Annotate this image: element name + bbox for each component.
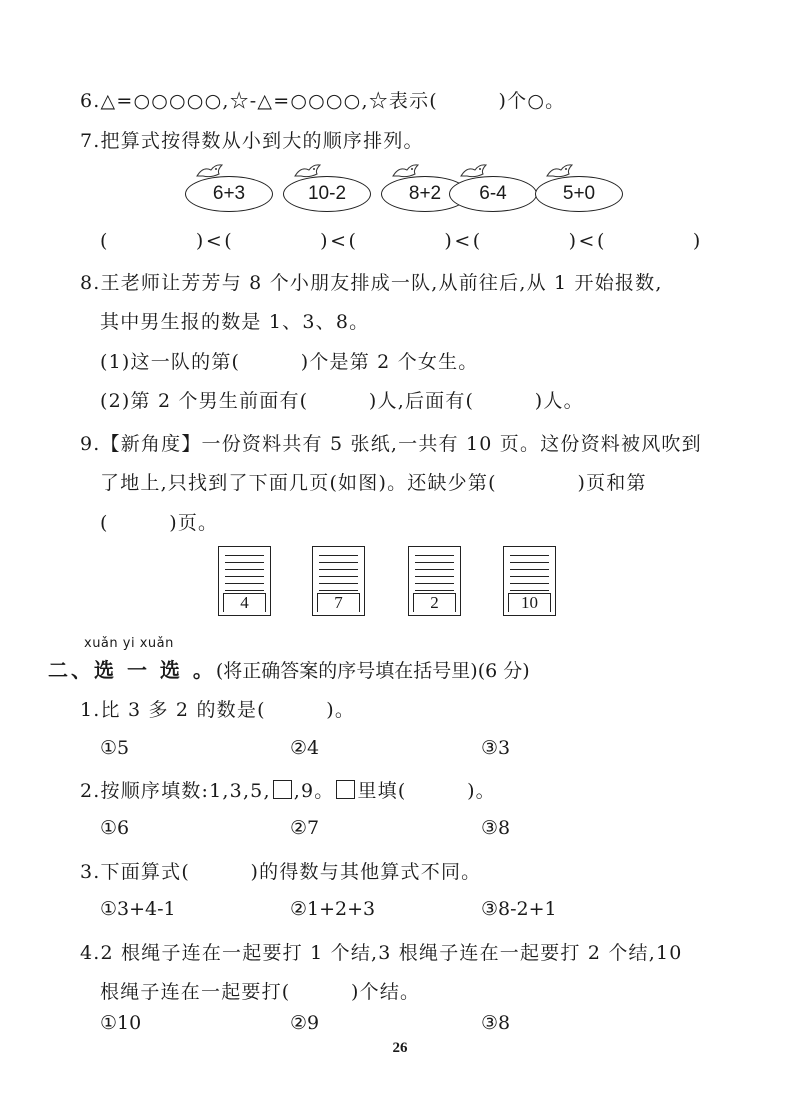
mc-question-2-pre: 2.按顺序填数:1,3,5, — [80, 780, 271, 802]
mc-option: ①6 — [100, 817, 130, 839]
page-number: 26 — [392, 1040, 408, 1056]
question-9-line3: ( )页。 — [100, 512, 219, 534]
page-sheet-2 — [408, 546, 461, 616]
section-2-heading — [48, 654, 530, 683]
question-8-sub2: (2)第 2 个男生前面有( )人,后面有( )人。 — [100, 390, 584, 412]
mc-option: ②7 — [290, 817, 320, 839]
page-number-label: 2 — [413, 593, 456, 612]
page-sheet-7 — [312, 546, 365, 616]
expression-oval — [185, 164, 273, 212]
question-8-sub1: (1)这一队的第( )个是第 2 个女生。 — [100, 351, 479, 373]
section-2-pinyin: xuǎn yi xuǎn — [84, 636, 174, 651]
expression-text: 6-4 — [449, 176, 537, 212]
mc-question-3: 3.下面算式( )的得数与其他算式不同。 — [80, 861, 482, 883]
expression-text: 8+2 — [381, 176, 469, 212]
expression-ovals — [185, 164, 705, 216]
mc-question-2-post: 里填( )。 — [357, 780, 496, 802]
question-6: 6.△=○○○○○,☆-△=○○○○,☆表示( )个○。 — [80, 90, 566, 112]
mc-question-2-mid: ,9。 — [293, 780, 335, 802]
expression-oval — [535, 164, 623, 212]
expression-text: 5+0 — [535, 176, 623, 212]
question-9-line2: 了地上,只找到了下面几页(如图)。还缺少第( )页和第 — [100, 472, 647, 494]
expression-text: 10-2 — [283, 176, 371, 212]
question-7-title: 7.把算式按得数从小到大的顺序排列。 — [80, 130, 424, 152]
mc-option: ②1+2+3 — [290, 898, 376, 920]
page-number-label: 4 — [223, 593, 266, 612]
mc-option: ①5 — [100, 737, 130, 759]
question-8-line2: 其中男生报的数是 1、3、8。 — [100, 311, 370, 333]
mc-question-4-line1: 4.2 根绳子连在一起要打 1 个结,3 根绳子连在一起要打 2 个结,10 — [80, 942, 683, 964]
mc-option: ①10 — [100, 1012, 142, 1034]
mc-option: ①3+4-1 — [100, 898, 176, 920]
page-number-label: 7 — [317, 593, 360, 612]
mc-question-1: 1.比 3 多 2 的数是( )。 — [80, 699, 356, 721]
question-9-line1: 9.【新角度】一份资料共有 5 张纸,一共有 10 页。这份资料被风吹到 — [80, 433, 702, 455]
expression-oval — [449, 164, 537, 212]
mc-question-4-line2: 根绳子连在一起要打( )个结。 — [100, 981, 421, 1003]
question-7-answer-line: ( )<( )<( )<( )<( ) — [100, 230, 703, 252]
mc-option: ②9 — [290, 1012, 320, 1034]
section-2-title: 二、选 一 选 。 — [48, 658, 216, 682]
page-sheet-10 — [503, 546, 556, 616]
square-blank-icon — [336, 780, 355, 799]
section-2-instruction: (将正确答案的序号填在括号里)(6 分) — [215, 660, 530, 682]
expression-oval — [283, 164, 371, 212]
mc-option: ②4 — [290, 737, 320, 759]
question-8-line1: 8.王老师让芳芳与 8 个小朋友排成一队,从前往后,从 1 开始报数, — [80, 272, 663, 294]
expression-text: 6+3 — [185, 176, 273, 212]
mc-option: ③8 — [481, 817, 511, 839]
mc-question-2 — [80, 776, 496, 803]
square-blank-icon — [273, 780, 292, 799]
mc-option: ③8-2+1 — [481, 898, 557, 920]
mc-option: ③8 — [481, 1012, 511, 1034]
page-sheet-4 — [218, 546, 271, 616]
mc-option: ③3 — [481, 737, 511, 759]
page-number-label: 10 — [508, 593, 551, 612]
